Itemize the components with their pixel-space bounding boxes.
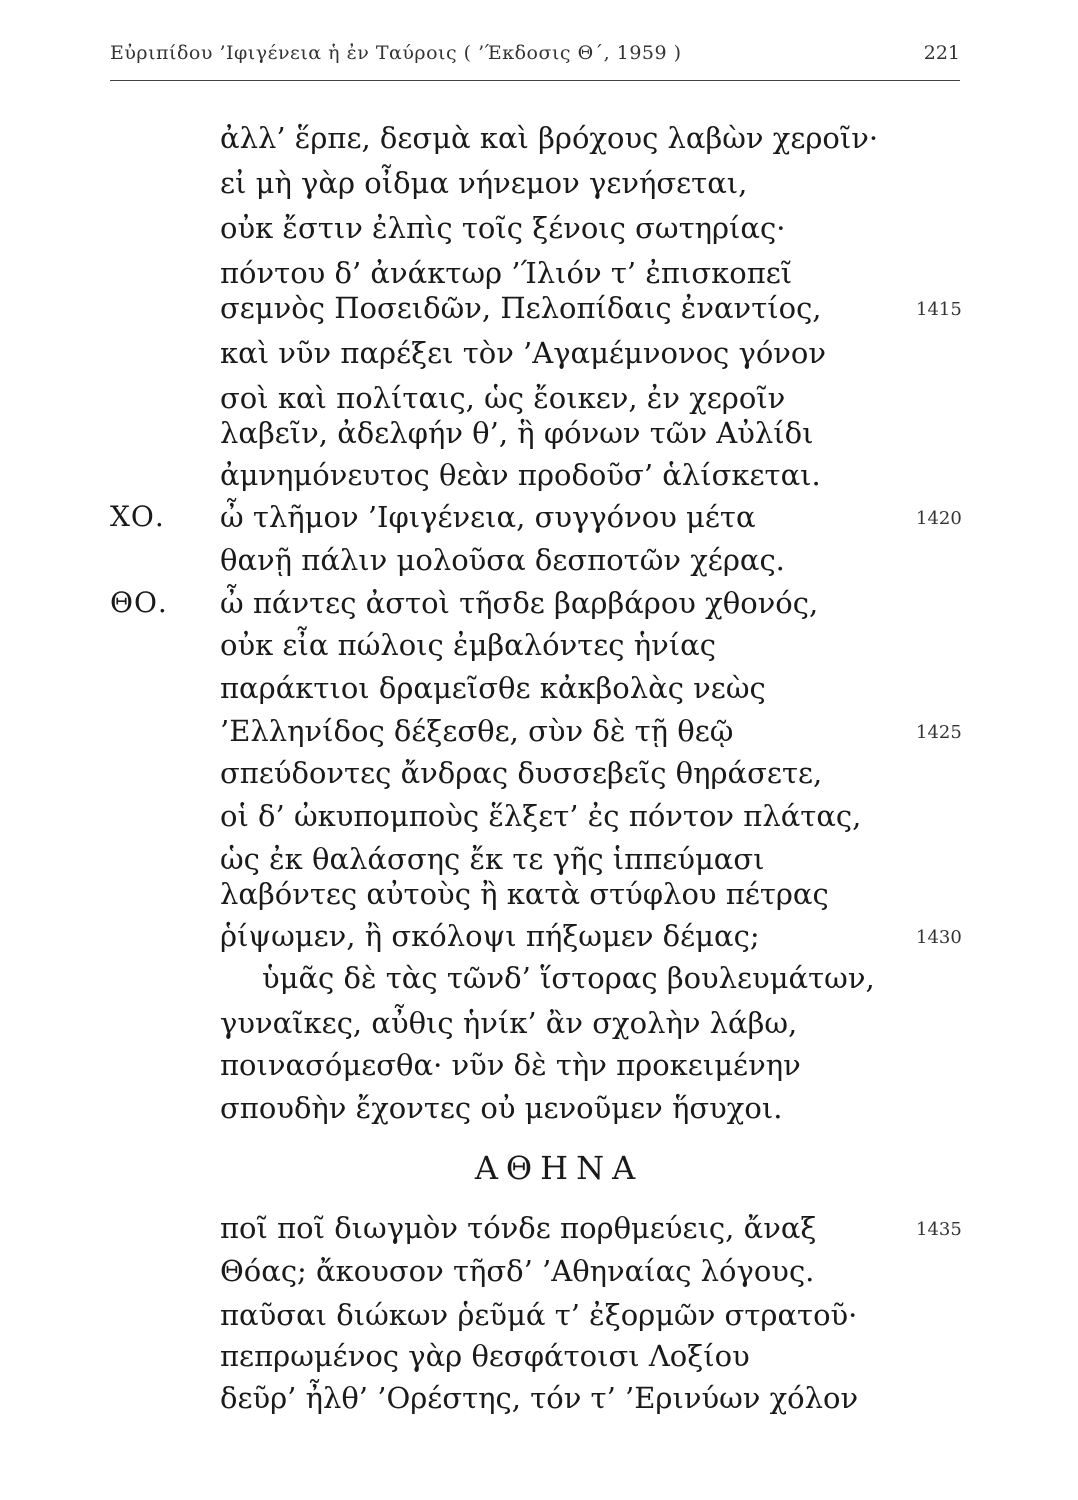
verse-line	[0, 1088, 1078, 1128]
verse-text: σεμνὸς Ποσειδῶν, Πελοπίδαις ἐναντίος,	[220, 291, 822, 325]
verse-text: καὶ νῦν παρέξει τὸν ’Αγαμέμνονος γόνον	[220, 336, 826, 370]
verse-line	[0, 253, 1078, 293]
speaker-label: ΘΟ.	[110, 586, 168, 619]
verse-text: γυναῖκες, αὖθις ἡνίκ’ ἂν σχολὴν λάβω,	[220, 1006, 798, 1040]
verse-line	[0, 1045, 1078, 1085]
verse-line	[0, 796, 1078, 836]
header-rule	[110, 80, 960, 81]
verse-text: παῦσαι διώκων ῥεῦμά τ’ ἐξορμῶν στρατοῦ·	[220, 1298, 858, 1332]
verse-text: ὑμᾶς δὲ τὰς τῶνδ’ ἵστορας βουλευμάτων,	[262, 961, 875, 995]
running-title: Εὐριπίδου ’Ιφιγένεια ἡ ἐν Ταύροις ( ’Έκδοσις Θ΄, 1959 )	[110, 42, 682, 64]
line-number: 1415	[916, 299, 962, 320]
line-number: 1420	[916, 508, 962, 529]
verse-line	[0, 208, 1078, 248]
verse-text: πόντου δ’ ἀνάκτωρ ’Ίλιόν τ’ ἐπισκοπεῖ	[220, 256, 793, 290]
verse-text: σπουδὴν ἔχοντες οὐ μενοῦμεν ἥσυχοι.	[220, 1091, 783, 1125]
verse-text: οὐκ εἶα πώλοις ἐμβαλόντες ἡνίας	[220, 628, 716, 662]
verse-text: δεῦρ’ ἦλθ’ ’Ορέστης, τόν τ’ ’Ερινύων χόλον	[220, 1381, 859, 1415]
verse-line	[0, 668, 1078, 708]
line-number: 1430	[916, 927, 962, 948]
verse-text: λαβόντες αὐτοὺς ἢ κατὰ στύφλου πέτρας	[220, 877, 829, 911]
verse-text: οἱ δ’ ὠκυπομποὺς ἕλξετ’ ἐς πόντον πλάτας,	[220, 799, 862, 833]
verse-text: εἰ μὴ γὰρ οἶδμα νήνεμον γενήσεται,	[220, 166, 748, 200]
verse-text: οὐκ ἔστιν ἐλπὶς τοῖς ξένοις σωτηρίας·	[220, 211, 786, 245]
verse-text: Θόας; ἄκουσον τῆσδ’ ’Αθηναίας λόγους.	[220, 1254, 815, 1288]
verse-line	[0, 839, 1078, 879]
verse-line	[0, 1378, 1078, 1418]
verse-line	[0, 333, 1078, 373]
speaker-label: ΧΟ.	[110, 500, 165, 533]
verse-line	[0, 288, 1078, 328]
verse-text: ῥίψωμεν, ἢ σκόλοψι πήξωμεν δέμας;	[220, 919, 760, 953]
verse-line	[0, 378, 1078, 418]
running-header	[110, 40, 960, 76]
verse-line	[0, 583, 1078, 623]
verse-text: πεπρωμένος γὰρ θεσφάτοισι Λοξίου	[220, 1339, 750, 1373]
verse-text: ’Ελληνίδος δέξεσθε, σὺν δὲ τῇ θεῷ	[220, 714, 734, 748]
verse-line	[0, 413, 1078, 453]
verse-line	[0, 497, 1078, 537]
verse-text: ὦ πάντες ἀστοὶ τῆσδε βαρβάρου χθονός,	[220, 586, 819, 620]
verse-text: ποινασόμεσθα· νῦν δὲ τὴν προκειμένην	[220, 1048, 801, 1082]
verse-line	[0, 455, 1078, 495]
verse-line	[0, 1336, 1078, 1376]
verse-text: ὦ τλῆμον ’Ιφιγένεια, συγγόνου μέτα	[220, 500, 756, 534]
verse-line	[0, 118, 1078, 158]
verse-text: ποῖ ποῖ διωγμὸν τόνδε πορθμεύεις, ἄναξ	[220, 1211, 817, 1245]
verse-text: ἀλλ’ ἕρπε, δεσμὰ καὶ βρόχους λαβὼν χεροῖν·	[220, 121, 879, 155]
verse-line	[0, 711, 1078, 751]
verse-text: ὡς ἐκ θαλάσσης ἔκ τε γῆς ἱππεύμασι	[220, 842, 765, 876]
line-number: 1435	[916, 1219, 962, 1240]
verse-text: λαβεῖν, ἀδελφήν θ’, ἣ φόνων τῶν Αὐλίδι	[220, 416, 814, 450]
verse-text: παράκτιοι δραμεῖσθε κἀκβολὰς νεὼς	[220, 671, 766, 705]
verse-line	[0, 540, 1078, 580]
verse-text: σοὶ καὶ πολίταις, ὡς ἔοικεν, ἐν χεροῖν	[220, 381, 786, 415]
verse-line	[0, 958, 1078, 998]
verse-line	[0, 1251, 1078, 1291]
speaker-heading: ΑΘΗΝΑ	[474, 1149, 644, 1187]
verse-text: σπεύδοντες ἄνδρας δυσσεβεῖς θηράσετε,	[220, 756, 823, 790]
verse-line	[0, 163, 1078, 203]
verse-line	[0, 916, 1078, 956]
verse-line	[0, 1295, 1078, 1335]
line-number: 1425	[916, 722, 962, 743]
verse-line	[0, 1208, 1078, 1248]
verse-line	[0, 874, 1078, 914]
verse-text: θανῇ πάλιν μολοῦσα δεσποτῶν χέρας.	[220, 543, 785, 577]
verse-line	[0, 1003, 1078, 1043]
verse-line	[0, 753, 1078, 793]
verse-line	[0, 625, 1078, 665]
verse-text: ἀμνημόνευτος θεὰν προδοῦσ’ ἁλίσκεται.	[220, 458, 821, 492]
page-number: 221	[923, 42, 960, 64]
